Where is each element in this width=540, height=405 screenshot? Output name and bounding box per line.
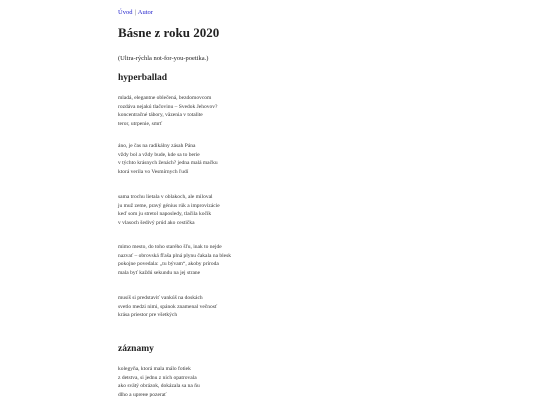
- poem-line: mladá, elegantne oblečená, bezdomovcom: [118, 95, 212, 101]
- poem-line: svetlo medzi nimi, spánok znamenal večnosť: [118, 303, 218, 310]
- poem-stanza: [118, 94, 217, 128]
- poem-stanza: [118, 365, 200, 399]
- poem-line: sama trochu lietala v oblakoch, ale miloval: [118, 194, 213, 200]
- poem-line: koncentračné tábory, väzenia v totalite: [118, 112, 203, 119]
- poem-line: teror, utrpenie, smrť: [118, 120, 163, 127]
- poem-line: rozdáva nejakú tlačovinu – Svedok Jehovov?: [118, 103, 218, 110]
- poem-line: mimo mesto, do toho starého šľu, inak to nejde: [118, 244, 222, 250]
- poem-line: nazvať – obrovská fľaša plná plynu čakala na blesk: [118, 252, 232, 259]
- poem-line: vždy bol a vždy bude, kde sa to berie: [118, 151, 200, 158]
- poem-line: v vlasoch šedivý prúd ako cestička: [118, 219, 195, 226]
- poem-stanza: [118, 294, 217, 320]
- poem-title-hyperballad: hyperballad: [118, 73, 168, 83]
- nav-link-intro[interactable]: Úvod: [118, 9, 133, 16]
- poem-stanza: [118, 243, 231, 277]
- page-subtitle: (Ultra-rýchla not-for-you-poetika.): [118, 55, 209, 62]
- poem-line: musíš si predstaviť vankúš na doskách: [118, 295, 203, 301]
- poem-title-zaznamy: záznamy: [118, 344, 154, 354]
- poem-line: z detstva, si jednu z nich opatrovala: [118, 374, 197, 381]
- poem-line: mala byť každú sekundu na jej strane: [118, 269, 201, 276]
- poem-line: krása priestor pre všetkých: [118, 312, 178, 319]
- poem-line: ju muž zeme, pravý génius rúk a improvizácie: [118, 202, 220, 209]
- poem-line: pokojne povedala: „tu bývam“, akoby príroda: [118, 261, 219, 268]
- poem-line: ktorá verila vo Vesmírnych ľudí: [118, 168, 189, 175]
- poem-line: dlho a upreне pozerať: [118, 391, 167, 398]
- poem-stanza: [118, 142, 218, 176]
- poem-line: v týchto krásnych ženách? jedna malá mačku: [118, 160, 218, 167]
- nav-separator: |: [134, 9, 136, 16]
- poem-line: ako svätý obrázok, dokázala sa na ňu: [118, 383, 200, 390]
- page-title: Básne z roku 2020: [118, 25, 220, 40]
- poem-line: kolegyňa, ktorá mala málo fotiek: [118, 366, 191, 372]
- poem-stanza: [118, 193, 220, 227]
- poem-line: áno, je čas na radikálny zásah Pána: [118, 143, 196, 149]
- poem-line: keď som ju stretol naposledy, tlačila kočík: [118, 211, 212, 218]
- nav-link-author[interactable]: Autor: [137, 9, 153, 16]
- breadcrumb: [118, 9, 153, 17]
